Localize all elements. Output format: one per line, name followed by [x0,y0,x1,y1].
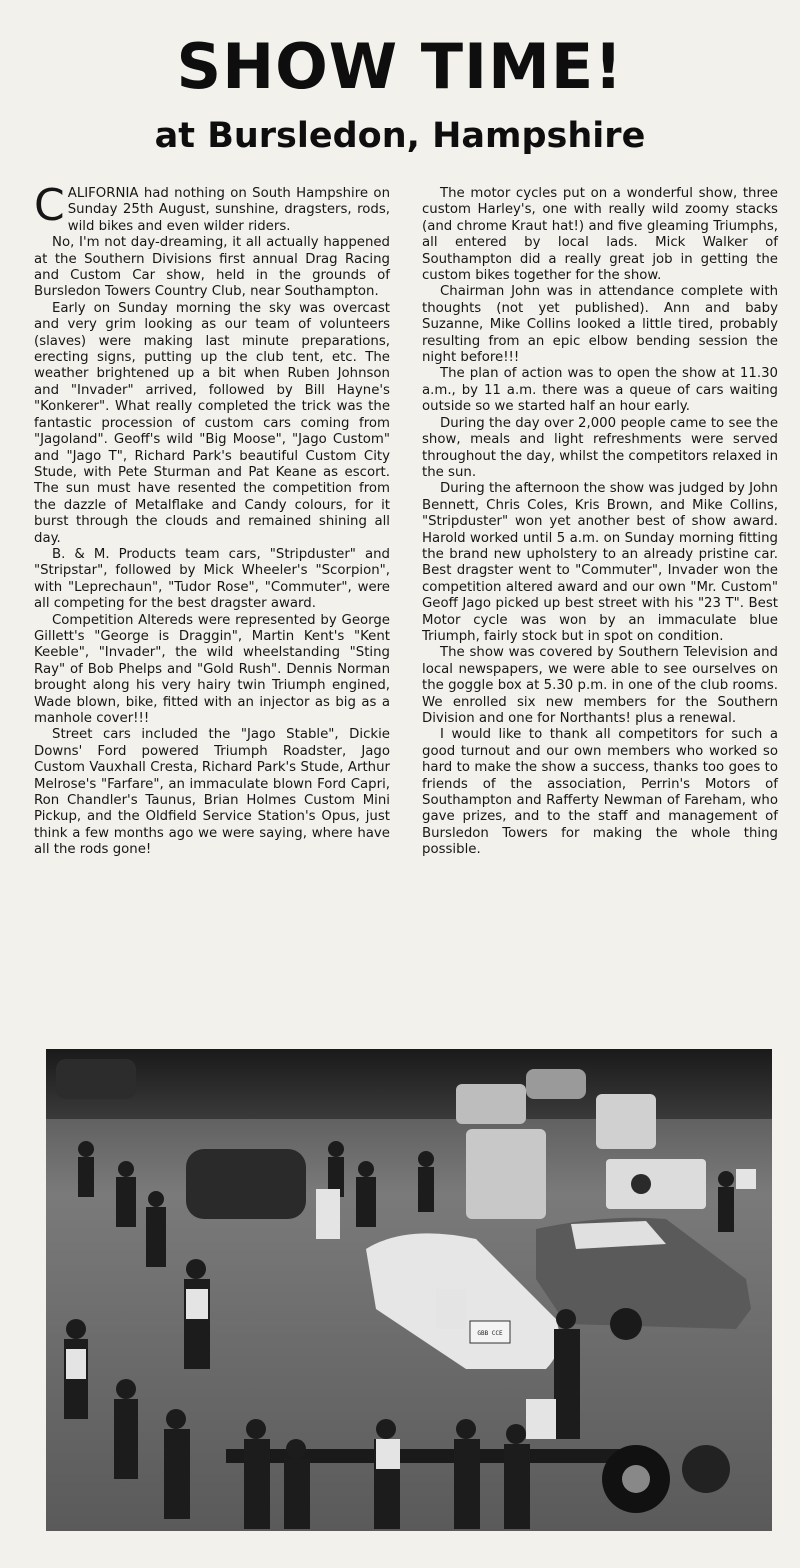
roundel [631,1174,651,1194]
paragraph: No, I'm not day-dreaming, it all actually happened at the Southern Divisions first annual Drag Racing and Custom Car show, held in the grounds of Bursledon Towers Country Club, near Southampton. [34,235,390,300]
wheel [682,1445,730,1493]
paragraph: The show was covered by Southern Television and local newspapers, we were able to see ourselves on the goggle box at 5.30 p.m. in one of the club rooms. We enrolled six new members for the Southern Division and one for Northants! plus a renewal. [422,645,778,726]
first-paragraph [34,180,390,235]
car [526,1069,586,1099]
tent [606,1159,706,1209]
plate-text: GBB CCE [477,1330,503,1337]
paragraph: The plan of action was to open the show at 11.30 a.m., by 11 a.m. there was a queue of cars waiting outside so we started half an hour early. [422,366,778,415]
paragraph: B. & M. Products team cars, "Stripduster" and "Stripstar", followed by Mick Wheeler's "Scorpion", with "Leprechaun", "Tudor Rose", "Commuter", were all competing for the best dragster award. [34,546,390,612]
article-subtitle: at Bursledon, Hampshire [154,116,646,156]
paragraph: During the day over 2,000 people came to see the show, meals and light refreshments were served throughout the day, whilst the competitors relaxed in the sun. [422,415,778,480]
paragraph: During the afternoon the show was judged by John Bennett, Chris Coles, Kris Brown, and Mike Collins, "Stripduster" won yet another best of show award. Harold worked until 5 a.m. on Sunday morning fitting the brand new upholstery to an already pristine car. Best dragster went to "Commuter", Invader won the competition altered award and our own "Mr. Custom" Geoff Jago picked up best street with his "23 T". Best Motor cycle was won by an immaculate blue Triumph, fairly stock but in spot on condition. [422,481,778,644]
dark-car [186,1149,306,1219]
paragraph: Street cars included the "Jago Stable", Dickie Downs' Ford powered Triumph Roadster, Jago Custom Vauxhall Cresta, Richard Park's Stude, Arthur Melrose's "Farfare", an immaculate blown Ford Capri, Ron Chandler's Taunus, Brian Holmes Custom Mini Pickup, and the Oldfield Service Station's Opus, just think a few months ago we were saying, where have all the rods gone! [34,727,390,858]
wheel [610,1308,642,1340]
car [56,1059,136,1099]
paragraph: I would like to thank all competitors for such a good turnout and our own members who worked so hard to make the show a success, thanks too goes to friends of the association, Perrin's Motors of Southampton and Rafferty Newman of Fareham, who gave prizes, and to the staff and management of Bursledon Towers for making the whole thing possible. [422,727,778,858]
paragraph: Competition Altereds were represented by George Gillett's "George is Draggin", Martin Kent's "Kent Keeble", "Invader", the wild wheelstanding "Sting Ray" of Bob Phelps and "Gold Rush". Dennis Norman brought along his very hairy twin Triumph engined, Wade blown, bike, fitted with an injector as big as a manhole cover!!! [34,612,390,726]
left-column [34,180,390,859]
show-crowd-photo [46,1049,772,1531]
paragraph: Early on Sunday morning the sky was overcast and very grim looking as our team of volunteers (slaves) were making last minute preparations, erecting signs, putting up the club tent, etc. The weather brightened up a bit when Ruben Johnson and "Invader" arrived, followed by Bill Hayne's "Konkerer". What really completed the trick was the fantastic procession of custom cars coming from "Jagoland". Geoff's wild "Big Moose", "Jago Custom" and "Jago T", Richard Park's beautiful Custom City Stude, with Pete Sturman and Pat Keane as escort. The sun must have resented the competition from the dazzle of Metalflake and Candy colours, for it burst through the clouds and remained shining all day. [34,300,390,546]
article-title: SHOW TIME! [176,30,624,103]
paragraph: Chairman John was in attendance complete with thoughts (not yet published). Ann and baby Suzanne, Mike Collins looked a little tired, probably resulting from an epic elbow bending session the night before!!! [422,284,778,366]
paragraph: The motor cycles put on a wonderful show, three custom Harley's, one with really wild zoomy stacks (and chrome Kraut hat!) and five gleaming Triumphs, all entered by local lads. Mick Walker of Southampton did a really great job in getting the custom bikes together for the show. [422,186,778,284]
trailer [466,1129,546,1219]
first-paragraph-text: ALIFORNIA had nothing on South Hampshire on Sunday 25th August, sunshine, dragsters, rods, wild bikes and even wilder riders. [67,186,390,234]
photo-illustration [46,1049,772,1531]
car [596,1094,656,1149]
wheel-hub [622,1465,650,1493]
drop-cap: C [34,180,65,231]
car [456,1084,526,1124]
tree-line [46,1049,772,1119]
right-column [422,186,778,859]
